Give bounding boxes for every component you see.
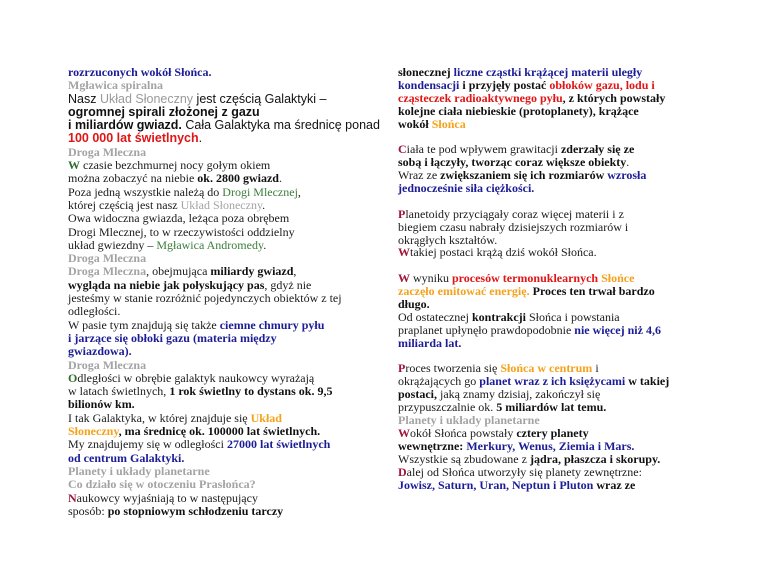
text-segment: miliardy gwiazd: [210, 264, 294, 279]
text-segment: Układ Słoneczny: [180, 197, 263, 212]
text-segment: i miliardów gwiazd.: [68, 118, 182, 133]
text-segment: planet wraz z ich księżycami: [479, 374, 626, 389]
text-segment: Poza jedną wszystkie należą do: [68, 184, 223, 199]
text-segment: Słońca: [431, 116, 466, 131]
text-segment: odległości.: [68, 304, 121, 319]
text-segment: Planety i układy planetarne: [398, 413, 540, 428]
text-segment: W: [398, 425, 410, 440]
text-segment: gwiazdowa).: [68, 344, 132, 359]
text-segment: przypuszczalnie ok.: [398, 400, 497, 415]
text-segment: Droga Mleczna: [68, 264, 147, 279]
text-segment: procesów termonuklearnych: [452, 271, 602, 286]
text-segment: kolejne ciała niebieskie (protoplanety), krążące: [398, 103, 639, 118]
text-segment: układ gwiezdny –: [68, 237, 157, 252]
text-segment: W: [398, 245, 410, 260]
text-segment: sposób:: [68, 503, 108, 518]
text-line: [68, 398, 358, 411]
text-segment: praplanet upłynęło prawdopodobnie: [398, 322, 575, 337]
text-line: [68, 212, 358, 225]
text-segment: okrążających go: [398, 374, 480, 389]
text-segment: liczne cząstki krążącej materii uległy: [453, 65, 643, 79]
text-segment: zwiększaniem się ich rozmiarów: [440, 168, 608, 183]
text-segment: Wszystkie są zbudowane z: [398, 451, 530, 466]
text-segment: My znajdujemy się w odległości: [68, 437, 227, 452]
text-segment: Owa widoczna gwiazda, leżąca poza obrębem: [68, 211, 290, 226]
left-text-column: [68, 65, 380, 518]
text-segment: P: [398, 361, 406, 376]
text-segment: ,: [297, 184, 301, 199]
text-line: [68, 265, 358, 278]
text-segment: ,: [293, 264, 297, 279]
text-segment: .: [198, 131, 203, 146]
text-line: [68, 359, 358, 372]
text-line: [68, 239, 358, 252]
text-line: [398, 337, 688, 350]
text-segment: Co działo się w otoczeniu Prasłońca?: [68, 477, 256, 492]
text-segment: Układ: [250, 410, 282, 425]
text-segment: jądra, płaszcza i skorupy.: [529, 451, 661, 466]
text-line: [398, 118, 688, 131]
text-segment: Droga Mleczna: [68, 251, 147, 266]
text-line: [68, 132, 358, 145]
text-segment: wzrosła: [607, 168, 647, 183]
text-segment: obłoków gazu, lodu i: [549, 77, 655, 92]
text-line: [68, 159, 358, 172]
text-segment: jesteśmy w stanie rozróżnić pojedynczych obiektów z tej: [68, 291, 342, 306]
text-segment: Cała Galaktyka ma średnicę ponad: [181, 118, 380, 133]
text-segment: kontrakcji: [471, 309, 526, 324]
text-segment: alej od Słońca utworzyły się planety zewnętrzne:: [406, 464, 642, 479]
text-line: [68, 319, 358, 332]
text-segment: Nasz: [68, 91, 100, 106]
text-line: [68, 79, 358, 92]
text-segment: .: [626, 155, 630, 170]
text-segment: jest częścią Galaktyki –: [193, 91, 327, 106]
text-segment: i przyjęły postać: [459, 77, 550, 92]
text-segment: , z których powstały: [562, 90, 666, 105]
text-segment: C: [398, 142, 407, 157]
text-segment: Drogi Mlecznej: [222, 184, 298, 199]
text-line: [68, 93, 358, 106]
text-segment: okrągłych kształtów.: [398, 232, 498, 247]
text-segment: jaką znamy dzisiaj, zakończył się: [437, 387, 601, 402]
text-line: [68, 66, 358, 79]
text-line: [68, 292, 358, 305]
text-segment: sobą i łączyły, tworząc coraz większe obiekty: [398, 155, 627, 170]
text-segment: można zobaczyć na niebie: [68, 171, 198, 186]
text-segment: , ma średnicę ok. 100000 lat świetlnych.: [118, 424, 321, 439]
text-segment: W pasie tym znajdują się także: [68, 317, 220, 332]
text-segment: iała te pod wpływem grawitacji: [406, 142, 561, 157]
text-line: [68, 385, 358, 398]
text-segment: 27000 lat świetlnych: [226, 437, 331, 452]
text-line: [68, 146, 358, 159]
text-segment: D: [398, 464, 407, 479]
text-segment: Droga Mleczna: [68, 144, 147, 159]
text-segment: Drogi Mlecznej, to w rzeczywistości oddzielny: [68, 224, 295, 239]
text-segment: takiej postaci krążą dziś wokół Słońca.: [410, 245, 597, 260]
text-segment: bilionów km.: [68, 397, 135, 412]
text-segment: biegiem czasu nabrały dzisiejszych rozmiarów i: [398, 219, 629, 234]
text-segment: jednocześnie siła ciężkości.: [398, 181, 535, 196]
text-segment: zaczęło emitować energię.: [398, 284, 530, 299]
text-line: [398, 479, 688, 492]
text-segment: Merkury, Wenus, Ziemia i Mars.: [466, 438, 635, 453]
text-line: [68, 106, 358, 119]
text-segment: 1 rok świetlny to dystans ok. 9,5: [169, 384, 333, 399]
text-line: [398, 246, 688, 259]
text-segment: 5 miliardów lat temu.: [496, 400, 607, 415]
text-line: [68, 492, 358, 505]
text-segment: Układ Słoneczny: [99, 91, 194, 106]
text-segment: której częścią jest nasz: [68, 197, 181, 212]
text-segment: W: [68, 158, 80, 173]
text-segment: wyniku: [410, 271, 452, 286]
text-segment: 100 000 lat świetlnych: [68, 131, 199, 146]
text-segment: Droga Mleczna: [68, 357, 147, 372]
text-line: [398, 182, 688, 195]
text-segment: miliarda lat.: [398, 335, 462, 350]
right-text-column: [398, 66, 688, 491]
text-line: [68, 438, 358, 451]
text-line: [68, 279, 358, 292]
text-segment: i jarzące się obłoki gazu (materia między: [68, 330, 277, 345]
text-segment: i: [592, 361, 599, 376]
text-line: [68, 452, 358, 465]
text-segment: Słońca i powstania: [525, 309, 620, 324]
text-segment: Mgławica spiralna: [68, 78, 163, 93]
text-segment: dległości w obrębie galaktyk naukowcy wyrażają: [77, 370, 315, 385]
text-segment: okół Słońca powstały: [410, 425, 517, 440]
text-line: [68, 186, 358, 199]
text-segment: W: [398, 271, 410, 286]
text-segment: rozrzuconych wokół Słońca.: [68, 65, 212, 79]
text-segment: w takiej: [625, 374, 670, 389]
text-line: [68, 199, 358, 212]
text-segment: Od ostatecznej: [398, 309, 472, 324]
text-line: [68, 252, 358, 265]
text-line: [68, 372, 358, 385]
text-segment: Mgławica Andromedy: [156, 237, 264, 252]
text-segment: wraz ze: [593, 477, 636, 492]
text-line: [68, 332, 358, 345]
text-line: [68, 412, 358, 425]
text-line: [68, 345, 358, 358]
text-line: [68, 305, 358, 318]
text-segment: Jowisz, Saturn, Uran, Neptun i Pluton: [398, 477, 594, 492]
text-segment: cztery planety: [516, 425, 589, 440]
text-segment: Proces ten trwał bardzo: [529, 284, 655, 299]
text-segment: Planety i układy planetarne: [68, 463, 210, 478]
text-segment: .: [278, 171, 282, 186]
text-segment: zderzały się ze: [560, 142, 635, 157]
text-segment: ogromnej spirali złożonej z gazu: [68, 104, 260, 119]
text-segment: .: [263, 237, 267, 252]
text-line: [68, 172, 358, 185]
text-segment: słonecznej: [398, 65, 454, 79]
text-segment: I tak Galaktyka, w której znajduje się: [68, 410, 251, 425]
text-segment: roces tworzenia się: [405, 361, 501, 376]
text-segment: Wraz ze: [398, 168, 441, 183]
text-segment: .: [262, 197, 266, 212]
text-line: [68, 425, 358, 438]
text-segment: , obejmująca: [146, 264, 211, 279]
text-line: [68, 118, 380, 133]
text-segment: N: [68, 490, 77, 505]
text-segment: cząsteczek radioaktywnego pyłu: [398, 90, 563, 105]
text-line: [68, 478, 358, 491]
text-segment: aukowcy wyjaśniają to w następujący: [76, 490, 258, 505]
text-segment: po stopniowym schłodzeniu tarczy: [107, 503, 284, 518]
text-line: [68, 505, 358, 518]
text-segment: P: [398, 206, 406, 221]
text-segment: kondensacji: [398, 77, 460, 92]
text-segment: Słoneczny: [68, 424, 119, 439]
text-segment: czasie bezchmurnej nocy gołym okiem: [80, 158, 271, 173]
text-segment: długo.: [398, 297, 430, 312]
text-segment: lanetoidy przyciągały coraz więcej materii i z: [405, 206, 624, 221]
text-segment: , gdyż nie: [264, 277, 312, 292]
text-segment: w latach świetlnych,: [68, 384, 170, 399]
text-segment: postaci,: [398, 387, 437, 402]
text-segment: ciemne chmury pyłu: [219, 317, 325, 332]
text-segment: wewnętrzne:: [398, 438, 467, 453]
text-segment: wygląda na niebie jak połyskujący pas: [68, 277, 265, 292]
text-segment: Słońce: [601, 271, 635, 286]
text-segment: ok. 2800 gwiazd: [197, 171, 279, 186]
text-segment: od centrum Galaktyki.: [68, 450, 185, 465]
text-line: [68, 465, 358, 478]
text-segment: wokół: [398, 116, 432, 131]
text-segment: O: [68, 370, 78, 385]
text-line: [398, 285, 688, 298]
text-segment: Słońca w centrum: [500, 361, 593, 376]
text-line: [68, 226, 358, 239]
text-segment: nie więcej niż 4,6: [574, 322, 661, 337]
